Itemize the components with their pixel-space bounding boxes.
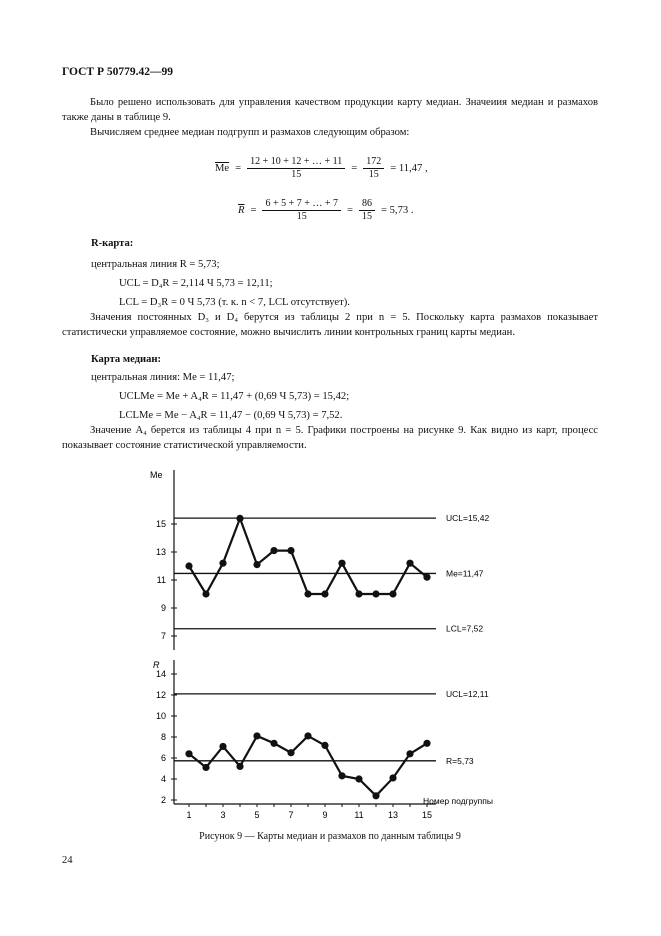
data-point [423,574,430,581]
median-chart [150,470,490,650]
x-tick-label: 7 [288,810,294,820]
r-ucl: UCL = D₄R = 2,114 Ч 5,73 = 12,11; [119,278,273,289]
eq-r-numerator2: 86 [359,198,375,211]
eq-me-lhs: $\overline{Me}$ [215,163,230,174]
x-tick-label: 13 [387,810,399,820]
me-lcl: LCLMe = Me − A₄R = 11,47 − (0,69 Ч 5,73) = 7,52. [119,410,343,421]
y-tick-label: 11 [156,575,166,585]
y-tick-label: 2 [160,795,166,805]
data-point [372,792,379,799]
y-tick-label: 9 [160,603,166,613]
data-point [423,740,430,747]
y-tick-label: 14 [155,669,166,679]
data-point [270,740,277,747]
control-line-label: UCL=12,11 [446,688,489,699]
data-point [304,590,311,597]
median-chart-heading: Карта медиан: [91,354,162,365]
y-axis-label: R [153,660,160,670]
eq-me-eq: = [235,163,242,174]
control-line-label: LCL=7,52 [446,623,484,634]
data-point [219,743,226,750]
data-point [253,561,260,568]
data-point [338,560,345,567]
data-point [219,560,226,567]
x-tick-label: 11 [354,810,364,820]
eq-r-fraction2 [359,198,375,223]
eq-r-eq2: = [347,205,354,216]
equation-r-mean [238,198,413,223]
y-tick-label: 12 [155,690,166,700]
data-point [236,515,243,522]
eq-r-denominator2: 15 [362,211,373,222]
eq-me-denominator2: 15 [368,169,379,180]
eq-me-result: = 11,47 , [390,163,428,174]
control-charts-figure [0,460,661,832]
data-point [202,590,209,597]
eq-r-numerator: 6 + 5 + 7 + … + 7 [262,198,341,211]
r-chart-heading: R-карта: [91,238,134,249]
control-line-label: R=5,73 [446,755,474,766]
x-axis-label: Номер подгруппы [423,796,493,806]
data-point [270,547,277,554]
paragraph-conclusion: Значение A₄ берется из таблицы 4 при n = 5. Графики построены на рисунке 9. Как видно из карт, процесс показывает состояние статистической управляемости. [62,425,598,451]
data-point [355,775,362,782]
data-point [406,750,413,757]
data-point [406,560,413,567]
data-point [202,764,209,771]
data-point [253,732,260,739]
paragraph-compute: Вычисляем среднее медиан подгрупп и размахов следующим образом: [90,127,410,138]
data-point [372,590,379,597]
eq-me-fraction2 [363,156,384,181]
y-tick-label: 10 [155,711,166,721]
data-point [321,590,328,597]
equation-me-mean [215,156,428,181]
eq-me-numerator: 12 + 10 + 12 + … + 11 [247,156,345,169]
y-tick-label: 6 [160,753,166,763]
data-point [185,750,192,757]
data-point [287,547,294,554]
paragraph-constants: Значения постоянных D₃ и D₄ берутся из таблицы 2 при n = 5. Поскольку карта размахов показывает статистически управляемое состояние, можно вычислить линии контрольных границ карты медиан. [62,312,598,338]
eq-me-denominator: 15 [291,169,302,180]
eq-r-denominator: 15 [296,211,307,222]
data-point [389,774,396,781]
data-point [389,590,396,597]
r-lcl: LCL = D₃R = 0 Ч 5,73 (т. к. n < 7, LCL отсутствует). [119,297,350,308]
page-number: 24 [62,855,73,866]
y-tick-label: 13 [155,547,166,557]
x-tick-label: 1 [186,810,192,820]
data-point [236,763,243,770]
x-tick-label: 15 [421,810,433,820]
x-tick-label: 9 [322,810,328,820]
range-chart [153,660,493,820]
control-line-label: UCL=15,42 [446,513,490,524]
x-tick-label: 5 [254,810,260,820]
eq-r-result: = 5,73 . [381,205,414,216]
data-point [185,562,192,569]
data-point [338,772,345,779]
document-header: ГОСТ Р 50779.42—99 [62,66,173,78]
series-line [189,518,427,594]
me-ucl: UCLMe = Me + A₄R = 11,47 + (0,69 Ч 5,73) = 15,42; [119,391,350,402]
me-center-line: центральная линия: Me = 11,47; [91,372,235,383]
eq-me-eq2: = [351,163,358,174]
y-tick-label: 8 [160,732,166,742]
r-center-line: центральная линия R = 5,73; [91,259,220,270]
y-tick-label: 4 [160,774,166,784]
x-tick-label: 3 [220,810,226,820]
data-point [355,590,362,597]
y-tick-label: 15 [155,519,166,529]
control-line-label: Me=11,47 [446,568,484,579]
eq-me-fraction [247,156,345,181]
eq-me-numerator2: 172 [363,156,384,169]
y-axis-label: Me [150,470,163,480]
eq-r-fraction [262,198,341,223]
y-tick-label: 7 [160,631,166,641]
eq-r-lhs: $\overline{R}$ [238,205,245,216]
paragraph-intro: Было решено использовать для управления качеством продукции карту медиан. Значеиия медиан и размахов также даны в таблице 9. [62,97,598,123]
figure-caption: Рисунок 9 — Карты медиан и размахов по данным таблицы 9 [199,831,461,842]
data-point [287,749,294,756]
data-point [304,732,311,739]
data-point [321,742,328,749]
eq-r-eq: = [250,205,257,216]
